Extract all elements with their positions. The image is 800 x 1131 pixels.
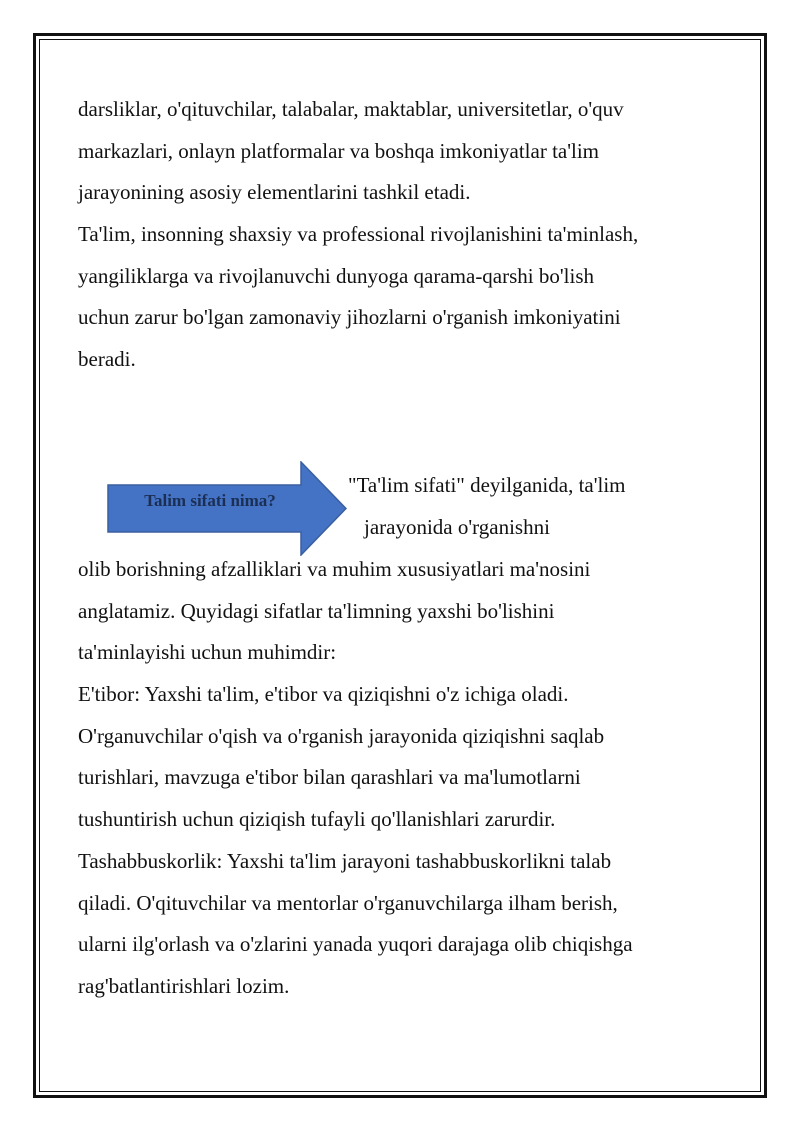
text-line: ularni ilg'orlash va o'zlarini yanada yuqori darajaga olib chiqishga <box>78 932 633 957</box>
text-line: anglatamiz. Quyidagi sifatlar ta'limning yaxshi bo'lishini <box>78 598 555 623</box>
arrow-label: Talim sifati nima? <box>144 491 276 510</box>
text-line: jarayonida o'rganishni <box>364 514 550 539</box>
paragraph-top <box>78 89 738 381</box>
text-line: O'rganuvchilar o'qish va o'rganish jarayonida qiziqishni saqlab <box>78 723 605 748</box>
paragraph-beside-arrow <box>348 465 626 548</box>
text-line: darsliklar, o'qituvchilar, talabalar, maktablar, universitetlar, o'quv <box>78 97 624 121</box>
text-line: tushuntirish uchun qiziqish tufayli qo'llanishlari zarurdir. <box>78 807 556 832</box>
text-line: Tashabbuskorlik: Yaxshi ta'lim jarayoni tashabbuskorlikni talab <box>78 848 612 873</box>
text-line: jarayonining asosiy elementlarini tashkil etadi. <box>78 180 471 205</box>
text-line: beradi. <box>78 347 136 372</box>
text-line: E'tibor: Yaxshi ta'lim, e'tibor va qiziqishni o'z ichiga oladi. <box>78 682 569 707</box>
text-line: Ta'lim, insonning shaxsiy va professional rivojlanishini ta'minlash, <box>78 222 639 247</box>
text-line: yangiliklarga va rivojlanuvchi dunyoga qarama-qarshi bo'lish <box>78 263 595 288</box>
text-line: "Ta'lim sifati" deyilganida, ta'lim <box>348 473 626 497</box>
text-line: uchun zarur bo'lgan zamonaviy jihozlarni o'rganish imkoniyatini <box>78 305 621 330</box>
text-line: qiladi. O'qituvchilar va mentorlar o'rganuvchilarga ilham berish, <box>78 890 618 915</box>
paragraph-bottom <box>78 549 738 1008</box>
text-line: rag'batlantirishlari lozim. <box>78 973 290 998</box>
text-line: turishlari, mavzuga e'tibor bilan qarashlari va ma'lumotlarni <box>78 765 581 790</box>
text-line: olib borishning afzalliklari va muhim xususiyatlari ma'nosini <box>78 557 591 581</box>
text-line: markazlari, onlayn platformalar va boshqa imkoniyatlar ta'lim <box>78 138 600 163</box>
text-line: ta'minlayishi uchun muhimdir: <box>78 640 337 665</box>
